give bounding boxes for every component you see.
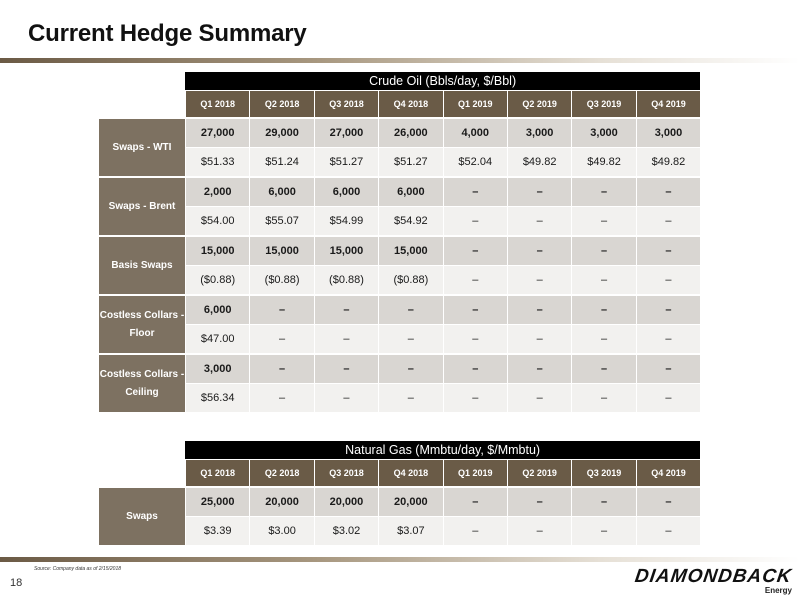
table-cell: $3.00: [249, 516, 313, 545]
quarter-header: Q4 2019: [636, 90, 700, 117]
table-cell: $49.82: [571, 147, 635, 176]
table-cell: ($0.88): [185, 265, 249, 294]
table-cell: $3.07: [378, 516, 442, 545]
table-cell: 6,000: [249, 176, 313, 206]
table-cell: 3,000: [636, 117, 700, 147]
table-cell: $51.24: [249, 147, 313, 176]
quarter-header: Q4 2018: [378, 459, 442, 486]
table-cell: –: [249, 383, 313, 412]
table-cell: –: [507, 235, 571, 265]
table-cell: –: [507, 383, 571, 412]
table-cell: –: [378, 294, 442, 324]
title-divider: [0, 58, 800, 63]
crude-oil-title-row: [99, 72, 700, 90]
table-cell: $51.27: [314, 147, 378, 176]
table-cell: –: [443, 206, 507, 235]
table-cell: 26,000: [378, 117, 442, 147]
row-group-label: Basis Swaps: [99, 235, 185, 294]
table-cell: –: [571, 486, 635, 516]
crude-oil-table-title: Crude Oil (Bbls/day, $/Bbl): [185, 72, 700, 90]
table-cell: 3,000: [185, 353, 249, 383]
table-cell: –: [249, 324, 313, 353]
table-cell: –: [507, 516, 571, 545]
table-cell: –: [636, 353, 700, 383]
crude-oil-hedge-table: [99, 72, 700, 412]
table-cell: –: [314, 353, 378, 383]
quarter-header: Q4 2019: [636, 459, 700, 486]
table-cell: –: [378, 353, 442, 383]
table-cell: –: [636, 486, 700, 516]
table-row: [99, 147, 700, 176]
quarter-header: Q1 2018: [185, 90, 249, 117]
table-cell: –: [378, 383, 442, 412]
table-row: [99, 294, 700, 324]
logo-subtext: Energy: [764, 586, 792, 595]
table-cell: –: [571, 383, 635, 412]
table-row: [99, 486, 700, 516]
row-group-label: Swaps: [99, 486, 185, 545]
table-cell: –: [636, 383, 700, 412]
table-cell: $54.99: [314, 206, 378, 235]
blank-corner: [99, 441, 185, 459]
footer-divider: [0, 557, 800, 562]
table-cell: –: [571, 176, 635, 206]
table-cell: –: [443, 235, 507, 265]
table-cell: 25,000: [185, 486, 249, 516]
table-cell: –: [636, 235, 700, 265]
table-row: [99, 176, 700, 206]
table-cell: 6,000: [378, 176, 442, 206]
table-cell: –: [507, 294, 571, 324]
table-cell: ($0.88): [378, 265, 442, 294]
table-cell: –: [571, 353, 635, 383]
table-cell: ($0.88): [314, 265, 378, 294]
blank-corner: [99, 459, 185, 486]
table-cell: 15,000: [185, 235, 249, 265]
table-cell: 3,000: [507, 117, 571, 147]
table-cell: $55.07: [249, 206, 313, 235]
quarter-header: Q1 2018: [185, 459, 249, 486]
table-cell: –: [636, 176, 700, 206]
table-cell: –: [249, 353, 313, 383]
table-cell: 20,000: [314, 486, 378, 516]
table-cell: $3.02: [314, 516, 378, 545]
table-cell: –: [571, 206, 635, 235]
table-cell: $49.82: [636, 147, 700, 176]
table-cell: –: [507, 324, 571, 353]
table-cell: –: [443, 176, 507, 206]
source-note: Source: Company data as of 2/15/2018: [34, 566, 122, 572]
table-cell: –: [571, 235, 635, 265]
row-group-label: Swaps - WTI: [99, 117, 185, 176]
quarter-header: Q2 2019: [507, 90, 571, 117]
table-cell: $54.00: [185, 206, 249, 235]
natural-gas-quarter-header-row: [99, 459, 700, 486]
table-cell: 20,000: [378, 486, 442, 516]
table-cell: –: [443, 486, 507, 516]
table-cell: $51.27: [378, 147, 442, 176]
page-title: Current Hedge Summary: [28, 20, 307, 47]
table-cell: –: [571, 265, 635, 294]
table-cell: $47.00: [185, 324, 249, 353]
quarter-header: Q4 2018: [378, 90, 442, 117]
blank-corner: [99, 90, 185, 117]
table-cell: –: [443, 383, 507, 412]
table-cell: $51.33: [185, 147, 249, 176]
table-cell: –: [314, 294, 378, 324]
table-cell: $52.04: [443, 147, 507, 176]
table-cell: 27,000: [185, 117, 249, 147]
table-cell: $49.82: [507, 147, 571, 176]
table-cell: –: [636, 324, 700, 353]
page-number: 18: [10, 577, 23, 589]
quarter-header: Q3 2019: [571, 90, 635, 117]
table-cell: $56.34: [185, 383, 249, 412]
quarter-header: Q1 2019: [443, 459, 507, 486]
table-cell: 2,000: [185, 176, 249, 206]
table-cell: –: [507, 265, 571, 294]
table-cell: –: [571, 516, 635, 545]
table-cell: –: [443, 353, 507, 383]
table-cell: –: [636, 294, 700, 324]
table-cell: 29,000: [249, 117, 313, 147]
quarter-header: Q3 2019: [571, 459, 635, 486]
table-row: [99, 516, 700, 545]
quarter-header: Q2 2018: [249, 459, 313, 486]
table-row: [99, 235, 700, 265]
table-cell: –: [443, 324, 507, 353]
company-logo: [634, 566, 796, 596]
table-cell: –: [507, 486, 571, 516]
table-cell: 6,000: [314, 176, 378, 206]
quarter-header: Q2 2018: [249, 90, 313, 117]
table-cell: 27,000: [314, 117, 378, 147]
table-cell: –: [636, 265, 700, 294]
table-cell: –: [443, 265, 507, 294]
quarter-header: Q3 2018: [314, 90, 378, 117]
table-cell: 3,000: [571, 117, 635, 147]
logo-wordmark: DIAMONDBACK: [633, 566, 794, 587]
table-cell: –: [314, 324, 378, 353]
table-cell: –: [314, 383, 378, 412]
table-row: [99, 353, 700, 383]
quarter-header: Q1 2019: [443, 90, 507, 117]
table-cell: 4,000: [443, 117, 507, 147]
table-cell: 6,000: [185, 294, 249, 324]
table-cell: –: [636, 516, 700, 545]
row-group-label: Costless Collars - Ceiling: [99, 353, 185, 412]
table-cell: $3.39: [185, 516, 249, 545]
table-row: [99, 383, 700, 412]
table-cell: –: [636, 206, 700, 235]
quarter-header: Q2 2019: [507, 459, 571, 486]
row-group-label: Swaps - Brent: [99, 176, 185, 235]
row-group-label: Costless Collars - Floor: [99, 294, 185, 353]
table-cell: –: [571, 324, 635, 353]
table-cell: 15,000: [249, 235, 313, 265]
table-cell: –: [507, 176, 571, 206]
table-cell: 20,000: [249, 486, 313, 516]
table-cell: –: [571, 294, 635, 324]
table-row: [99, 265, 700, 294]
table-row: [99, 117, 700, 147]
natural-gas-title-row: [99, 441, 700, 459]
natural-gas-table-title: Natural Gas (Mmbtu/day, $/Mmbtu): [185, 441, 700, 459]
table-cell: 15,000: [314, 235, 378, 265]
quarter-header: Q3 2018: [314, 459, 378, 486]
table-cell: 15,000: [378, 235, 442, 265]
blank-corner: [99, 72, 185, 90]
crude-oil-quarter-header-row: [99, 90, 700, 117]
natural-gas-hedge-table: [99, 441, 700, 545]
table-cell: –: [378, 324, 442, 353]
table-cell: ($0.88): [249, 265, 313, 294]
table-row: [99, 206, 700, 235]
table-row: [99, 324, 700, 353]
table-cell: –: [507, 206, 571, 235]
table-cell: –: [249, 294, 313, 324]
table-cell: $54.92: [378, 206, 442, 235]
table-cell: –: [443, 294, 507, 324]
table-cell: –: [443, 516, 507, 545]
table-cell: –: [507, 353, 571, 383]
